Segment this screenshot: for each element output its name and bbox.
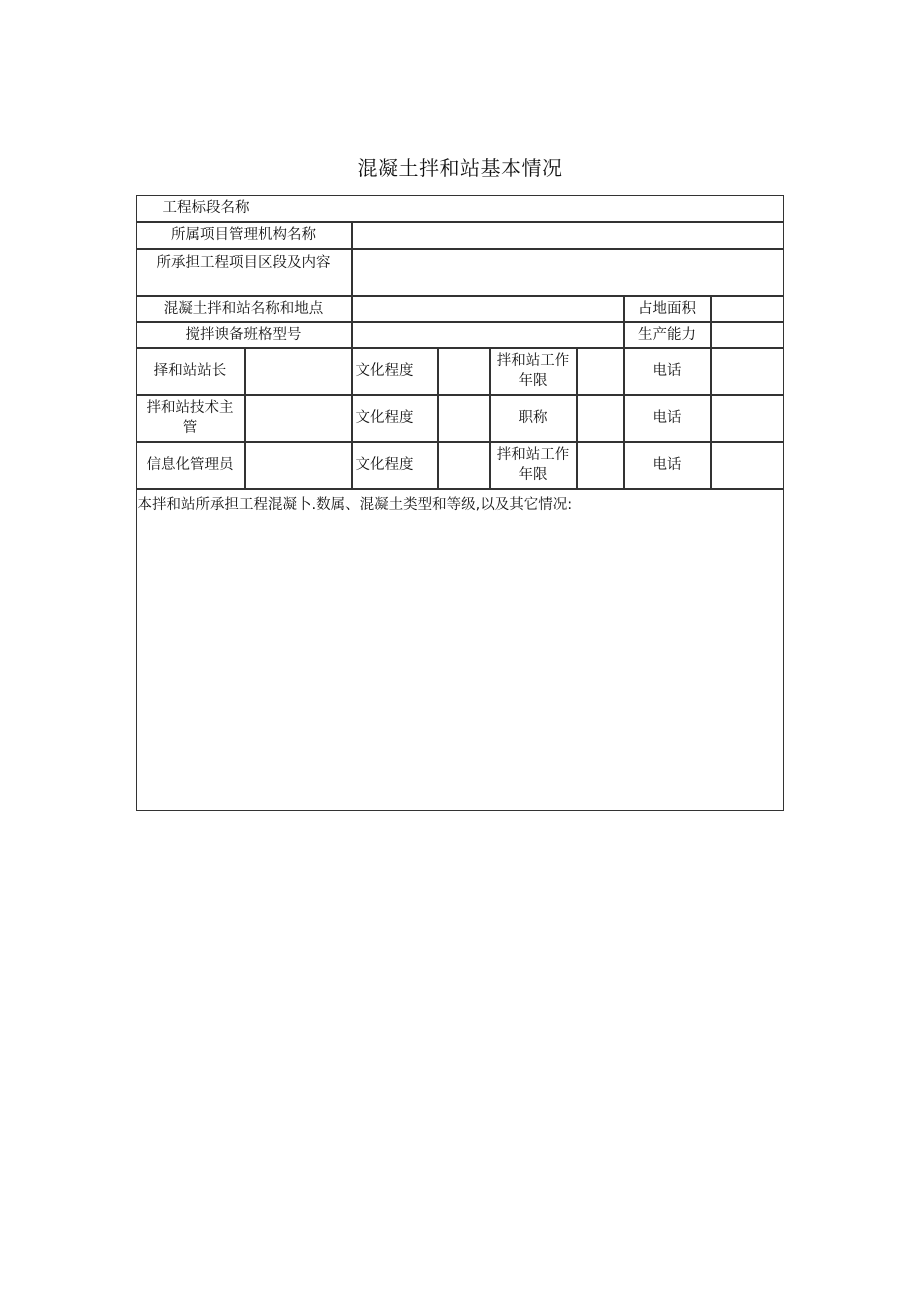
staff-role-label: 拌和站技术主管 xyxy=(146,400,234,436)
org-name-value[interactable] xyxy=(352,222,784,249)
staff-phone-label: 电话 xyxy=(652,410,682,426)
section-name-label: 工程标段名称 xyxy=(162,200,250,216)
staff-edu-value[interactable] xyxy=(438,442,490,489)
org-name-label-cell xyxy=(136,222,352,249)
staff-phone-label: 电话 xyxy=(652,363,682,379)
staff-phone-cell xyxy=(624,395,711,442)
staff-mid-label: 职称 xyxy=(518,410,548,426)
section-name-row xyxy=(136,195,784,222)
station-name-label: 混凝土拌和站名称和地点 xyxy=(163,300,324,317)
staff-edu-cell xyxy=(352,395,438,442)
staff-edu-label: 文化程度 xyxy=(355,457,414,473)
equipment-value[interactable] xyxy=(352,322,624,348)
staff-role-cell xyxy=(136,442,245,489)
station-name-value[interactable] xyxy=(352,296,624,322)
staff-role-cell xyxy=(136,348,245,395)
capacity-label-cell xyxy=(624,322,711,348)
scope-label-cell xyxy=(136,249,352,296)
staff-edu-label: 文化程度 xyxy=(355,363,414,379)
org-name-label: 所属项目管理机构名称 xyxy=(171,227,316,243)
staff-phone-cell xyxy=(624,442,711,489)
equipment-label-cell xyxy=(136,322,352,348)
staff-edu-label: 文化程度 xyxy=(355,410,414,426)
staff-mid-cell xyxy=(490,442,577,489)
notes-cell[interactable] xyxy=(136,489,784,811)
notes-label: 本拌和站所承担工程混凝卜.数属、混凝土类型和等级,以及其它情况: xyxy=(137,496,573,513)
staff-edu-cell xyxy=(352,442,438,489)
staff-phone-value[interactable] xyxy=(711,348,784,395)
station-name-label-cell xyxy=(136,296,352,322)
staff-role-label: 择和站站长 xyxy=(153,363,227,379)
staff-phone-value[interactable] xyxy=(711,442,784,489)
staff-phone-cell xyxy=(624,348,711,395)
staff-phone-label: 电话 xyxy=(652,457,682,473)
staff-edu-cell xyxy=(352,348,438,395)
scope-value[interactable] xyxy=(352,249,784,296)
staff-edu-value[interactable] xyxy=(438,348,490,395)
staff-role-value[interactable] xyxy=(245,442,352,489)
staff-mid-cell xyxy=(490,348,577,395)
staff-edu-value[interactable] xyxy=(438,395,490,442)
staff-phone-value[interactable] xyxy=(711,395,784,442)
staff-mid-label: 拌和站工作年限 xyxy=(496,447,570,483)
equipment-label: 搅拌谀备班格型号 xyxy=(185,326,302,343)
staff-role-label: 信息化管理员 xyxy=(146,457,234,473)
staff-mid-value[interactable] xyxy=(577,442,624,489)
capacity-label: 生产能力 xyxy=(638,326,696,343)
staff-mid-label: 拌和站工作年限 xyxy=(496,353,570,389)
staff-mid-value[interactable] xyxy=(577,395,624,442)
area-label: 占地面积 xyxy=(638,300,696,317)
capacity-value[interactable] xyxy=(711,322,784,348)
scope-label: 所承担工程项目区段及内容 xyxy=(156,254,331,271)
staff-role-cell xyxy=(136,395,245,442)
staff-role-value[interactable] xyxy=(245,348,352,395)
area-value[interactable] xyxy=(711,296,784,322)
staff-mid-cell xyxy=(490,395,577,442)
staff-mid-value[interactable] xyxy=(577,348,624,395)
staff-role-value[interactable] xyxy=(245,395,352,442)
area-label-cell xyxy=(624,296,711,322)
page-title: 混凝土拌和站基本情况 xyxy=(357,156,563,180)
